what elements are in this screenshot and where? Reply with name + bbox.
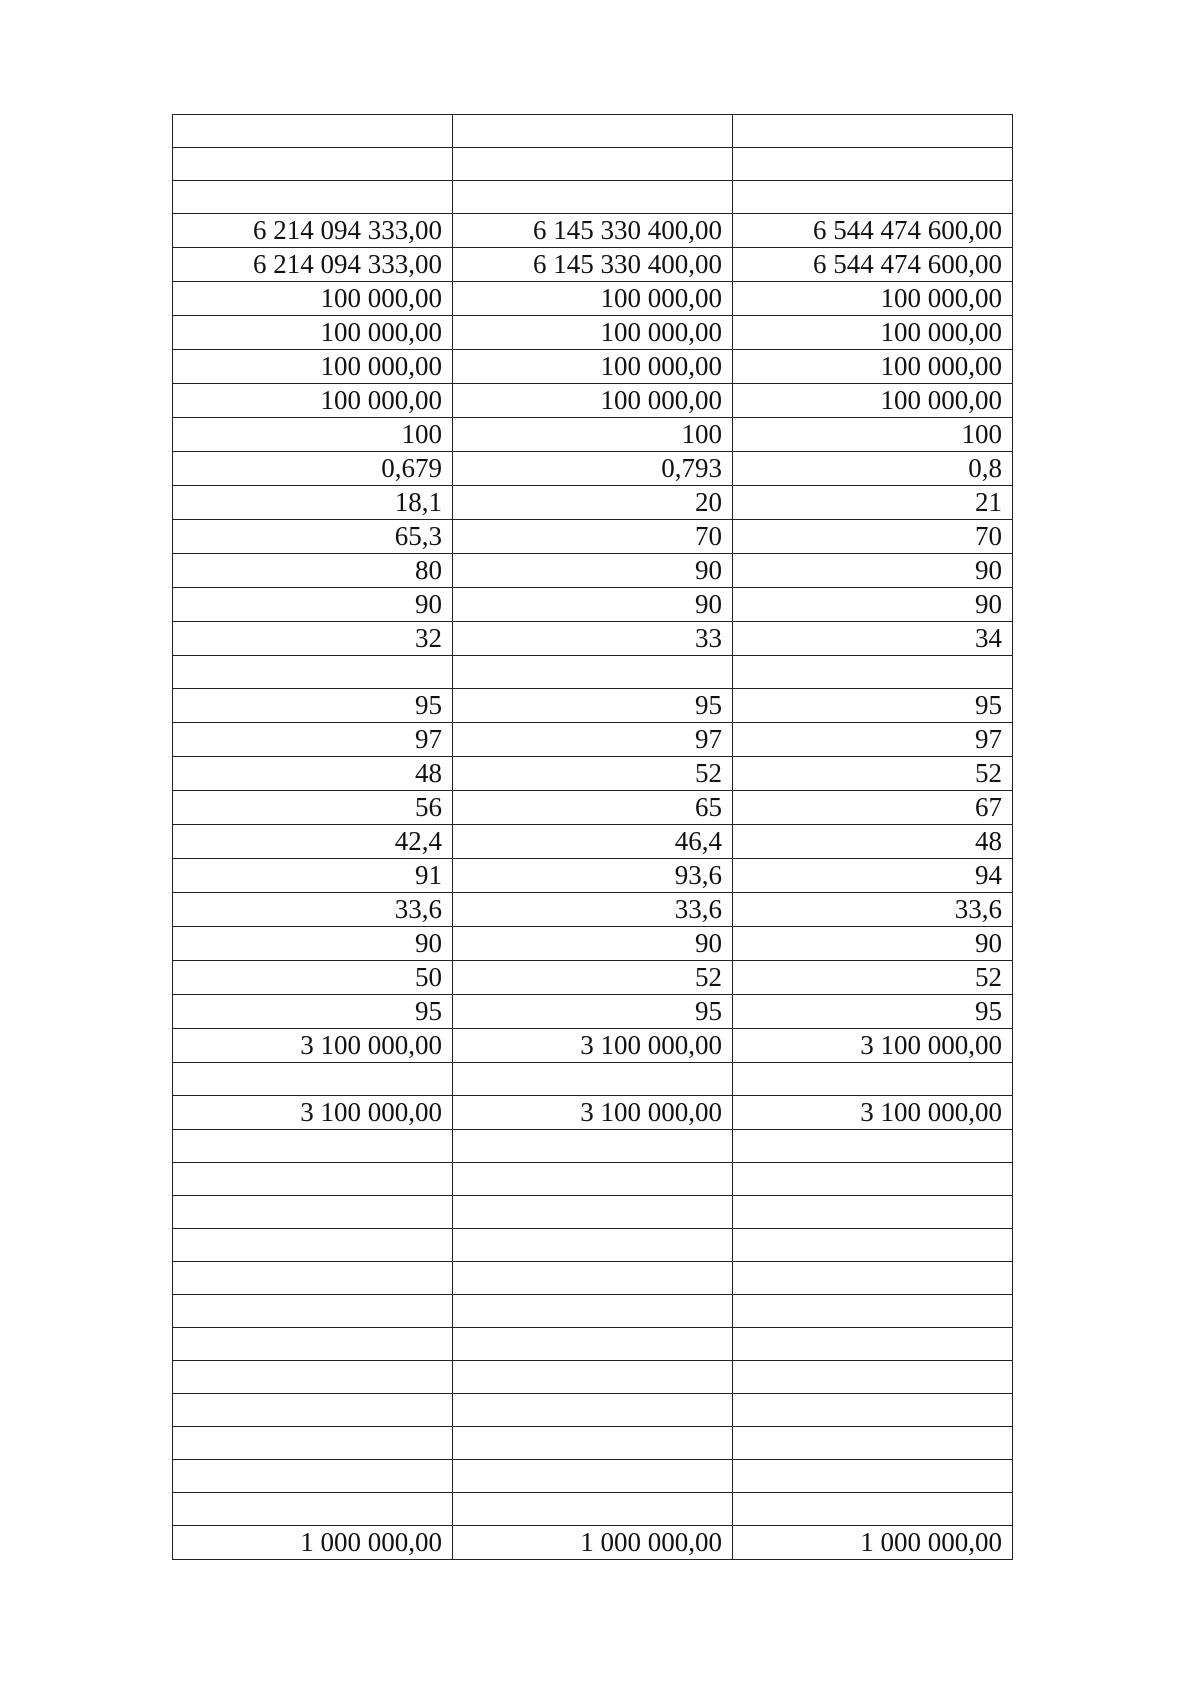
table-cell [733, 1063, 1013, 1096]
table-row [173, 757, 1013, 791]
table-row [173, 1163, 1013, 1196]
table-cell: 100 [733, 418, 1013, 452]
data-table [172, 114, 1013, 1560]
table-cell [173, 1394, 453, 1427]
table-row [173, 995, 1013, 1029]
table-cell: 0,8 [733, 452, 1013, 486]
table-row [173, 316, 1013, 350]
table-cell [173, 1163, 453, 1196]
table-cell: 50 [173, 961, 453, 995]
table-cell [453, 1196, 733, 1229]
table-cell [453, 148, 733, 181]
table-row [173, 554, 1013, 588]
table-cell: 100 000,00 [173, 384, 453, 418]
table-cell [453, 1295, 733, 1328]
table-cell: 33,6 [173, 893, 453, 927]
table-cell: 80 [173, 554, 453, 588]
table-row [173, 1526, 1013, 1560]
table-row [173, 588, 1013, 622]
table-row [173, 859, 1013, 893]
table-cell [733, 1460, 1013, 1493]
table-cell: 100 [173, 418, 453, 452]
table-cell: 100 000,00 [453, 350, 733, 384]
table-cell: 90 [453, 554, 733, 588]
table-cell: 100 000,00 [173, 316, 453, 350]
table-cell [173, 1229, 453, 1262]
table-cell: 3 100 000,00 [453, 1029, 733, 1063]
table-cell [453, 1063, 733, 1096]
table-cell: 18,1 [173, 486, 453, 520]
table-cell: 33 [453, 622, 733, 656]
table-cell [453, 1361, 733, 1394]
table-cell: 100 000,00 [173, 282, 453, 316]
table-row [173, 418, 1013, 452]
table-cell [733, 1361, 1013, 1394]
table-row [173, 893, 1013, 927]
table-cell [173, 1361, 453, 1394]
table-cell: 100 000,00 [733, 384, 1013, 418]
table-row [173, 723, 1013, 757]
table-row [173, 825, 1013, 859]
table-cell: 100 [453, 418, 733, 452]
table-cell: 1 000 000,00 [733, 1526, 1013, 1560]
table-cell [733, 1229, 1013, 1262]
table-cell [453, 1130, 733, 1163]
table-cell [453, 1262, 733, 1295]
table-row [173, 791, 1013, 825]
table-cell: 6 145 330 400,00 [453, 248, 733, 282]
table-cell [733, 115, 1013, 148]
table-cell: 100 000,00 [453, 384, 733, 418]
table-row [173, 1063, 1013, 1096]
table-cell: 67 [733, 791, 1013, 825]
table-row [173, 1361, 1013, 1394]
table-cell [173, 181, 453, 214]
table-cell [453, 181, 733, 214]
table-cell: 100 000,00 [173, 350, 453, 384]
table-cell [173, 656, 453, 689]
table-cell: 95 [453, 689, 733, 723]
table-cell: 70 [733, 520, 1013, 554]
table-body [173, 115, 1013, 1560]
table-row [173, 1328, 1013, 1361]
table-cell: 46,4 [453, 825, 733, 859]
table-cell [733, 656, 1013, 689]
table-cell [453, 1460, 733, 1493]
table-cell: 34 [733, 622, 1013, 656]
table-cell [453, 1493, 733, 1526]
table-row [173, 181, 1013, 214]
table-cell: 65,3 [173, 520, 453, 554]
table-cell: 65 [453, 791, 733, 825]
table-cell: 70 [453, 520, 733, 554]
table-cell [453, 1328, 733, 1361]
table-cell: 3 100 000,00 [733, 1096, 1013, 1130]
table-row [173, 1427, 1013, 1460]
table-cell [173, 1427, 453, 1460]
table-cell: 56 [173, 791, 453, 825]
table-cell [173, 1130, 453, 1163]
table-row [173, 486, 1013, 520]
table-cell: 6 544 474 600,00 [733, 214, 1013, 248]
table-row [173, 248, 1013, 282]
table-cell [733, 1130, 1013, 1163]
table-row [173, 1460, 1013, 1493]
table-row [173, 1229, 1013, 1262]
table-cell: 1 000 000,00 [453, 1526, 733, 1560]
table-cell: 21 [733, 486, 1013, 520]
table-cell [173, 1196, 453, 1229]
table-row [173, 384, 1013, 418]
table-row [173, 1295, 1013, 1328]
table-row [173, 520, 1013, 554]
table-cell [733, 1295, 1013, 1328]
table-cell: 100 000,00 [733, 282, 1013, 316]
table-cell [173, 148, 453, 181]
table-cell: 6 145 330 400,00 [453, 214, 733, 248]
table-cell: 94 [733, 859, 1013, 893]
table-cell: 33,6 [453, 893, 733, 927]
table-row [173, 689, 1013, 723]
table-cell: 93,6 [453, 859, 733, 893]
table-cell [733, 1394, 1013, 1427]
table-cell: 95 [173, 995, 453, 1029]
table-row [173, 622, 1013, 656]
table-cell: 100 000,00 [733, 316, 1013, 350]
table-cell [453, 115, 733, 148]
table-cell: 90 [733, 927, 1013, 961]
table-cell: 3 100 000,00 [453, 1096, 733, 1130]
table-cell: 91 [173, 859, 453, 893]
table-cell: 3 100 000,00 [733, 1029, 1013, 1063]
table-cell [733, 148, 1013, 181]
table-cell [453, 1163, 733, 1196]
table-cell: 100 000,00 [453, 282, 733, 316]
table-cell [733, 181, 1013, 214]
table-cell: 52 [733, 961, 1013, 995]
table-cell: 52 [453, 757, 733, 791]
table-cell [173, 1295, 453, 1328]
table-cell: 95 [733, 689, 1013, 723]
table-row [173, 1130, 1013, 1163]
table-row [173, 1493, 1013, 1526]
table-row [173, 148, 1013, 181]
table-row [173, 656, 1013, 689]
table-cell: 0,679 [173, 452, 453, 486]
table-row [173, 1394, 1013, 1427]
table-cell: 95 [173, 689, 453, 723]
table-cell [453, 1229, 733, 1262]
table-cell: 3 100 000,00 [173, 1029, 453, 1063]
table-cell: 95 [733, 995, 1013, 1029]
table-row [173, 1262, 1013, 1295]
table-cell: 0,793 [453, 452, 733, 486]
table-cell [733, 1328, 1013, 1361]
table-cell [173, 1262, 453, 1295]
table-cell: 97 [173, 723, 453, 757]
table-cell: 20 [453, 486, 733, 520]
table-row [173, 1029, 1013, 1063]
table-cell: 3 100 000,00 [173, 1096, 453, 1130]
table-cell: 42,4 [173, 825, 453, 859]
table-cell [453, 1394, 733, 1427]
table-cell: 90 [453, 927, 733, 961]
table-cell [453, 656, 733, 689]
table-cell [733, 1427, 1013, 1460]
table-cell: 6 214 094 333,00 [173, 248, 453, 282]
table-row [173, 1196, 1013, 1229]
table-cell: 90 [733, 554, 1013, 588]
table-row [173, 115, 1013, 148]
table-cell: 97 [733, 723, 1013, 757]
table-cell [733, 1262, 1013, 1295]
table-cell: 52 [733, 757, 1013, 791]
table-cell: 95 [453, 995, 733, 1029]
table-cell: 6 544 474 600,00 [733, 248, 1013, 282]
table-cell: 32 [173, 622, 453, 656]
table-cell: 6 214 094 333,00 [173, 214, 453, 248]
table-row [173, 350, 1013, 384]
table-row [173, 214, 1013, 248]
table-cell [173, 1328, 453, 1361]
table-row [173, 927, 1013, 961]
table-cell: 90 [173, 927, 453, 961]
table-row [173, 961, 1013, 995]
table-cell: 97 [453, 723, 733, 757]
table-cell: 48 [173, 757, 453, 791]
table-cell: 33,6 [733, 893, 1013, 927]
table-row [173, 452, 1013, 486]
table-cell: 90 [453, 588, 733, 622]
table-cell: 100 000,00 [733, 350, 1013, 384]
table-cell [453, 1427, 733, 1460]
table-cell: 100 000,00 [453, 316, 733, 350]
table-cell [173, 1063, 453, 1096]
table-row [173, 282, 1013, 316]
table-cell [173, 1493, 453, 1526]
table-cell: 1 000 000,00 [173, 1526, 453, 1560]
table-row [173, 1096, 1013, 1130]
table-cell: 90 [733, 588, 1013, 622]
table-cell [173, 115, 453, 148]
table-cell [173, 1460, 453, 1493]
table-cell [733, 1493, 1013, 1526]
table-cell: 52 [453, 961, 733, 995]
table-cell [733, 1196, 1013, 1229]
table-cell [733, 1163, 1013, 1196]
table-cell: 48 [733, 825, 1013, 859]
table-cell: 90 [173, 588, 453, 622]
